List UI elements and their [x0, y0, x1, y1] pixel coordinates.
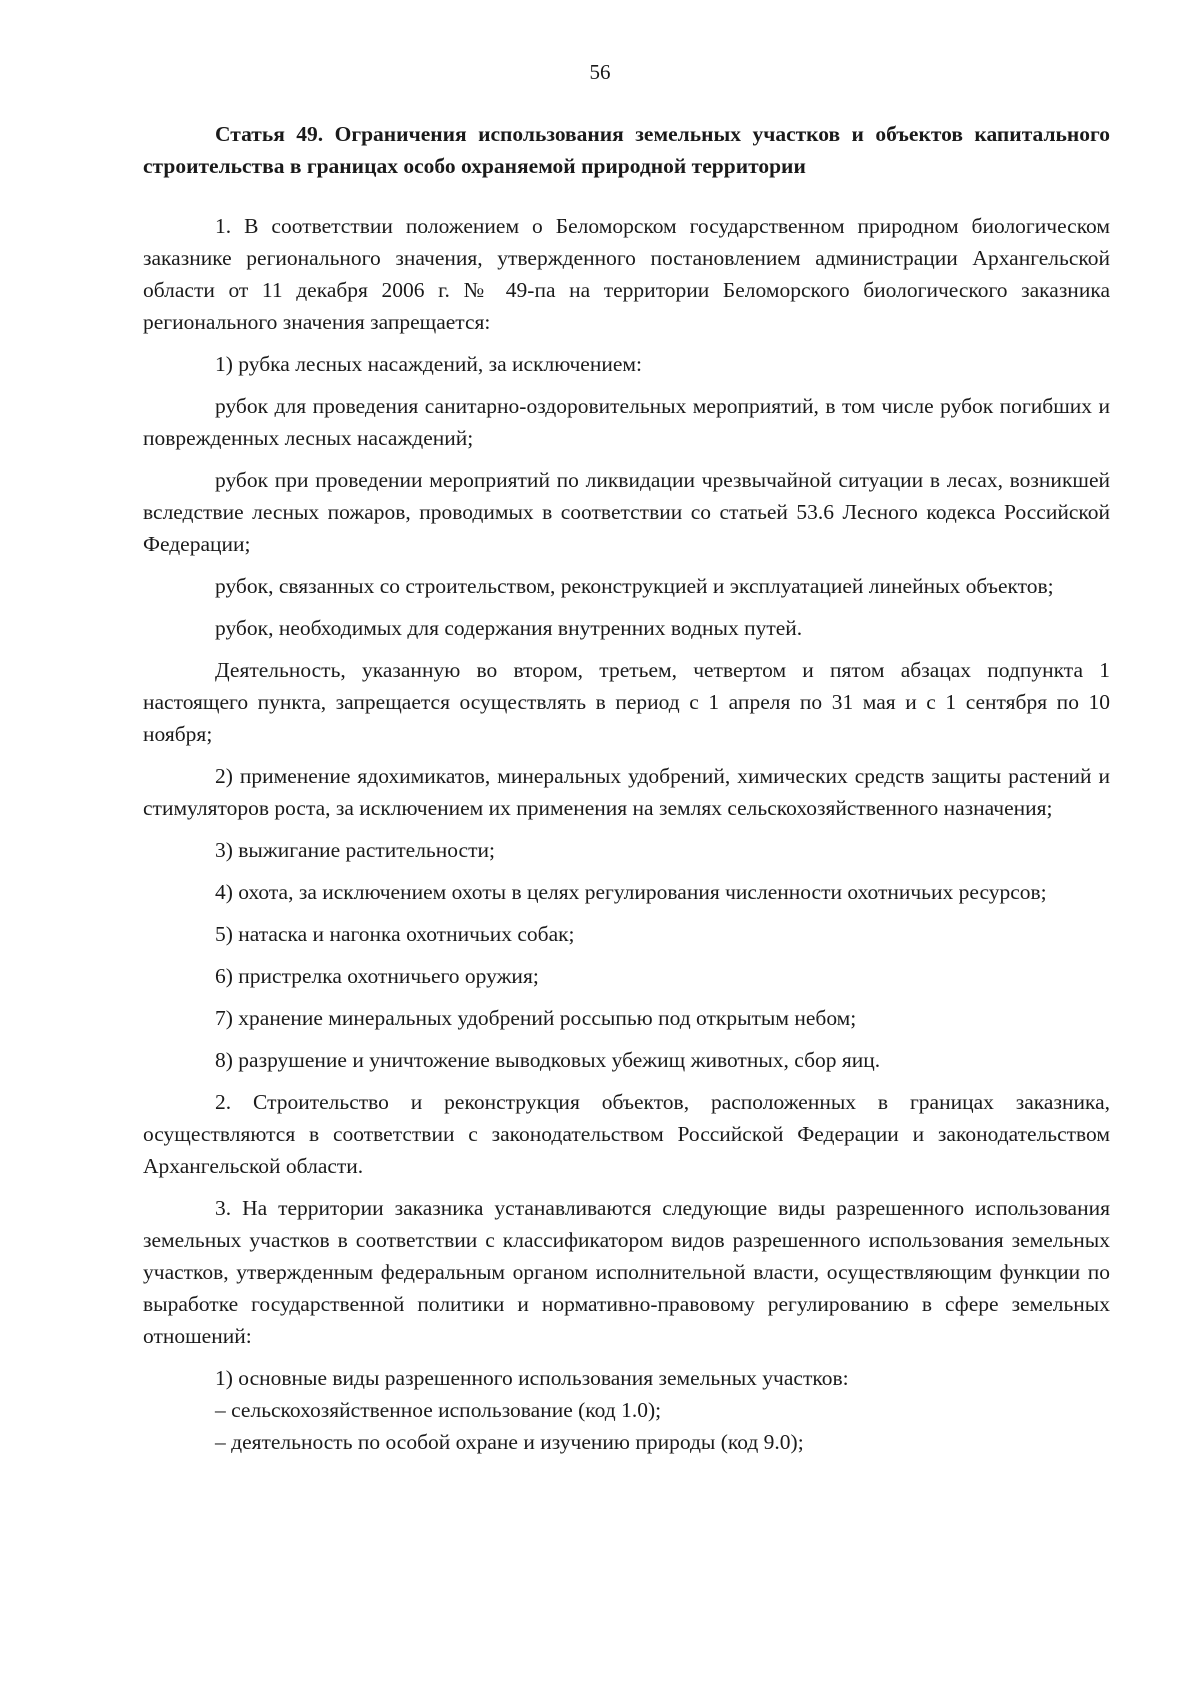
paragraph-item-8: 8) разрушение и уничтожение выводковых убежищ животных, сбор яиц.: [215, 1048, 881, 1072]
article-title: Статья 49. Ограничения использования земельных участков и объектов капитального строительства в границах особо охраняемой природной территории: [143, 122, 1110, 178]
paragraph-sanitary-felling: рубок для проведения санитарно-оздоровительных мероприятий, в том числе рубок погибших и поврежденных лесных насаждений;: [143, 394, 1110, 450]
paragraph-2: 2. Строительство и реконструкция объектов, расположенных в границах заказника, осуществляются в соответствии с законодательством Российской Федерации и законодательством Архангельской области.: [143, 1090, 1110, 1178]
paragraph-item-6: 6) пристрелка охотничьего оружия;: [215, 964, 539, 988]
list-item-nature-protection: – деятельность по особой охране и изучению природы (код 9.0);: [215, 1430, 804, 1454]
list-item-agricultural-use: – сельскохозяйственное использование (код 1.0);: [215, 1398, 662, 1422]
paragraph-3: 3. На территории заказника устанавливаются следующие виды разрешенного использования земельных участков в соответствии с классификатором видов разрешенного использования земельных участков, утвержденным федеральным органом исполнительной власти, осуществляющим функции по выработке государственной политики и нормативно-правовому регулированию в сфере земельных отношений:: [143, 1196, 1110, 1348]
paragraph-emergency-felling: рубок при проведении мероприятий по ликвидации чрезвычайной ситуации в лесах, возникшей вследствие лесных пожаров, проводимых в соответствии со статьей 53.6 Лесного кодекса Российской Федерации;: [143, 468, 1110, 556]
paragraph-item-3: 3) выжигание растительности;: [215, 838, 495, 862]
paragraph-item-7: 7) хранение минеральных удобрений россыпью под открытым небом;: [215, 1006, 857, 1030]
paragraph-item-5: 5) натаска и нагонка охотничьих собак;: [215, 922, 575, 946]
paragraph-activity-period: Деятельность, указанную во втором, третьем, четвертом и пятом абзацах подпункта 1 настоящего пункта, запрещается осуществлять в период с 1 апреля по 31 мая и с 1 сентября по 10 ноября;: [143, 658, 1110, 746]
paragraph-item-2: 2) применение ядохимикатов, минеральных удобрений, химических средств защиты растений и стимуляторов роста, за исключением их применения на землях сельскохозяйственного назначения;: [143, 764, 1110, 820]
paragraph-item-1: 1) рубка лесных насаждений, за исключением:: [215, 352, 642, 376]
paragraph-1: 1. В соответствии положением о Беломорском государственном природном биологическом заказнике регионального значения, утвержденного постановлением администрации Архангельской области от 11 декабря 2006 г. № 49-па на территории Беломорского биологического заказника регионального значения запрещается:: [143, 214, 1110, 334]
paragraph-item-4: 4) охота, за исключением охоты в целях регулирования численности охотничьих ресурсов;: [215, 880, 1047, 904]
paragraph-waterways-felling: рубок, необходимых для содержания внутренних водных путей.: [215, 616, 803, 640]
list-item-main-uses: 1) основные виды разрешенного использования земельных участков:: [215, 1366, 849, 1390]
page-number: 56: [589, 60, 611, 84]
paragraph-linear-objects-felling: рубок, связанных со строительством, реконструкцией и эксплуатацией линейных объектов;: [215, 574, 1054, 598]
document-body: [143, 118, 1110, 1458]
